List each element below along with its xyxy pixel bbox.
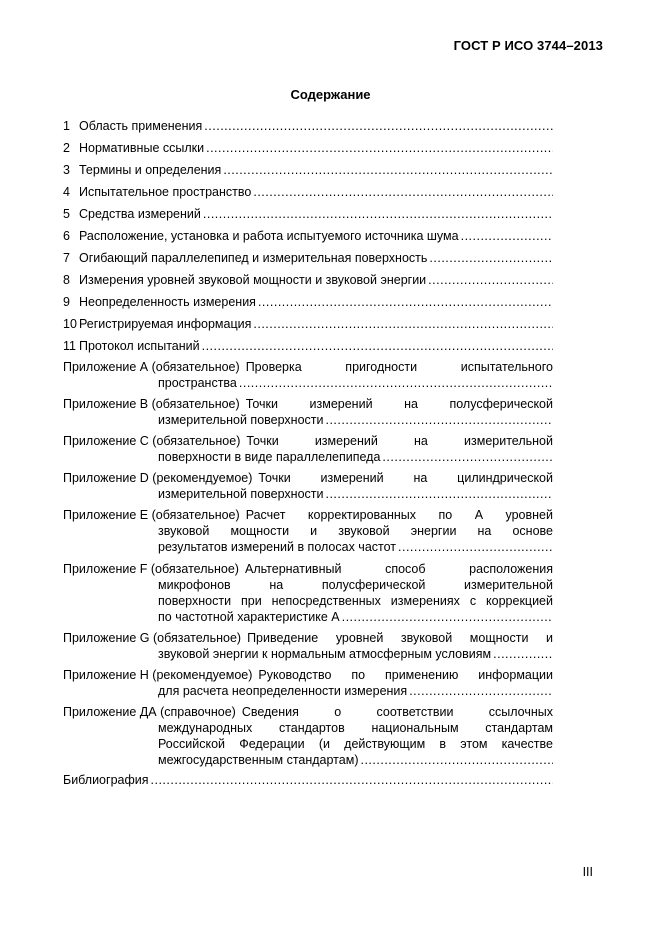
bibliography-label: Библиография <box>63 773 149 787</box>
appendix-entry[interactable] <box>63 433 553 465</box>
leader-dots <box>223 162 553 178</box>
appendix-title-line: Точки измерений на цилиндрической <box>258 471 553 485</box>
toc-item[interactable] <box>63 206 553 222</box>
appendix-entry[interactable] <box>63 630 553 662</box>
appendix-title-line: Приведение уровней звуковой мощности и <box>247 631 553 645</box>
leader-dots <box>360 752 553 768</box>
toc-item[interactable] <box>63 140 553 156</box>
appendix-entry[interactable] <box>63 396 553 428</box>
leader-dots <box>325 486 553 502</box>
leader-dots <box>204 118 553 134</box>
toc-item-label: Регистрируемая информация <box>79 317 252 331</box>
appendix-heading: Приложение F (обязательное) <box>63 562 239 576</box>
leader-dots <box>151 772 553 788</box>
toc-item-label: Огибающий параллелепипед и измерительная поверхность <box>79 251 428 265</box>
toc-item[interactable] <box>63 250 553 266</box>
appendix-heading: Приложение С (обязательное) <box>63 434 241 448</box>
appendix-entry[interactable] <box>63 704 553 768</box>
toc-item-label: Неопределенность измерения <box>79 295 256 309</box>
appendix-title-line: Российской Федерации (и действующим в этом качестве <box>158 737 553 751</box>
document-code-header: ГОСТ Р ИСО 3744–2013 <box>453 38 603 53</box>
leader-dots <box>428 272 553 288</box>
toc-item-number: 8 <box>63 273 70 287</box>
appendix-title-line: Точки измерений на полусферической <box>245 397 553 411</box>
appendix-entry[interactable] <box>63 359 553 391</box>
appendix-title-line: поверхности при непосредственных измерениях с коррекцией <box>158 594 553 608</box>
appendix-title-line: Точки измерений на измерительной <box>246 434 553 448</box>
toc-item-number: 2 <box>63 141 70 155</box>
toc-item-number: 5 <box>63 207 70 221</box>
leader-dots <box>239 375 553 391</box>
appendix-title-line: Альтернативный способ расположения <box>244 562 553 576</box>
appendix-heading: Приложение В (обязательное) <box>63 397 240 411</box>
leader-dots <box>253 316 553 332</box>
toc-item[interactable] <box>63 338 553 354</box>
appendix-heading: Приложение А (обязательное) <box>63 360 240 374</box>
appendix-title-line: звуковой энергии к нормальным атмосферным условиям <box>158 647 492 661</box>
toc-item[interactable] <box>63 228 553 244</box>
appendix-title-line: Руководство по применению информации <box>258 668 553 682</box>
leader-dots <box>429 250 553 266</box>
appendix-title-line: Расчет корректированных по А уровней <box>245 508 553 522</box>
appendix-entry[interactable] <box>63 561 553 625</box>
appendix-title-line: Проверка пригодности испытательного <box>245 360 553 374</box>
appendix-title-line: по частотной характеристике А <box>158 610 340 624</box>
page-title: Содержание <box>290 87 371 102</box>
appendix-title-line: межгосударственным стандартам) <box>158 753 359 767</box>
leader-dots <box>203 206 553 222</box>
appendix-entry[interactable] <box>63 667 553 699</box>
toc-bibliography[interactable] <box>63 772 553 788</box>
toc-item-label: Термины и определения <box>79 163 222 177</box>
appendix-heading: Приложение G (обязательное) <box>63 631 242 645</box>
appendix-title-line: Сведения о соответствии ссылочных <box>241 705 553 719</box>
appendix-heading: Приложение D (рекомендуемое) <box>63 471 253 485</box>
leader-dots <box>493 646 553 662</box>
leader-dots <box>382 449 553 465</box>
toc-item-number: 3 <box>63 163 70 177</box>
toc-item-label: Испытательное пространство <box>79 185 252 199</box>
appendix-title-line: международных стандартов национальным стандартам <box>158 721 553 735</box>
appendix-entry[interactable] <box>63 470 553 502</box>
toc-item-label: Средства измерений <box>79 207 201 221</box>
appendix-title-line: звуковой мощности и звуковой энергии на основе <box>158 524 553 538</box>
appendix-heading: Приложение Е (обязательное) <box>63 508 240 522</box>
toc-item[interactable] <box>63 162 553 178</box>
toc-item[interactable] <box>63 118 553 134</box>
table-of-contents <box>63 118 553 798</box>
toc-item-number: 4 <box>63 185 70 199</box>
appendix-entry[interactable] <box>63 507 553 555</box>
appendix-title-line: измерительной поверхности <box>158 487 324 501</box>
toc-item-number: 7 <box>63 251 70 265</box>
leader-dots <box>206 140 553 156</box>
leader-dots <box>258 294 553 310</box>
appendix-title-line: результатов измерений в полосах частот <box>158 540 397 554</box>
appendix-title-line: поверхности в виде параллелепипеда <box>158 450 381 464</box>
leader-dots <box>398 539 553 555</box>
leader-dots <box>202 338 553 354</box>
toc-item-label: Протокол испытаний <box>79 339 200 353</box>
leader-dots <box>409 683 553 699</box>
leader-dots <box>325 412 553 428</box>
appendix-heading: Приложение Н (рекомендуемое) <box>63 668 253 682</box>
toc-item-number: 9 <box>63 295 70 309</box>
appendix-title-line: для расчета неопределенности измерения <box>158 684 408 698</box>
leader-dots <box>342 609 553 625</box>
appendix-heading: Приложение ДА (справочное) <box>63 705 236 719</box>
appendix-title-line: пространства <box>158 376 237 390</box>
page-number: III <box>582 865 593 879</box>
toc-item-label: Расположение, установка и работа испытуемого источника шума <box>79 229 459 243</box>
toc-item-label: Нормативные ссылки <box>79 141 205 155</box>
toc-item-number: 1 <box>63 119 70 133</box>
toc-item[interactable] <box>63 184 553 200</box>
toc-item-label: Область применения <box>79 119 203 133</box>
appendix-title-line: измерительной поверхности <box>158 413 324 427</box>
toc-item-number: 10 <box>63 317 77 331</box>
leader-dots <box>461 228 553 244</box>
toc-item-number: 6 <box>63 229 70 243</box>
toc-item-label: Измерения уровней звуковой мощности и звуковой энергии <box>79 273 427 287</box>
toc-item[interactable] <box>63 316 553 332</box>
leader-dots <box>253 184 553 200</box>
toc-item[interactable] <box>63 272 553 288</box>
toc-item[interactable] <box>63 294 553 310</box>
appendix-title-line: микрофонов на полусферической измерительной <box>158 578 553 592</box>
toc-item-number: 11 <box>63 339 76 353</box>
